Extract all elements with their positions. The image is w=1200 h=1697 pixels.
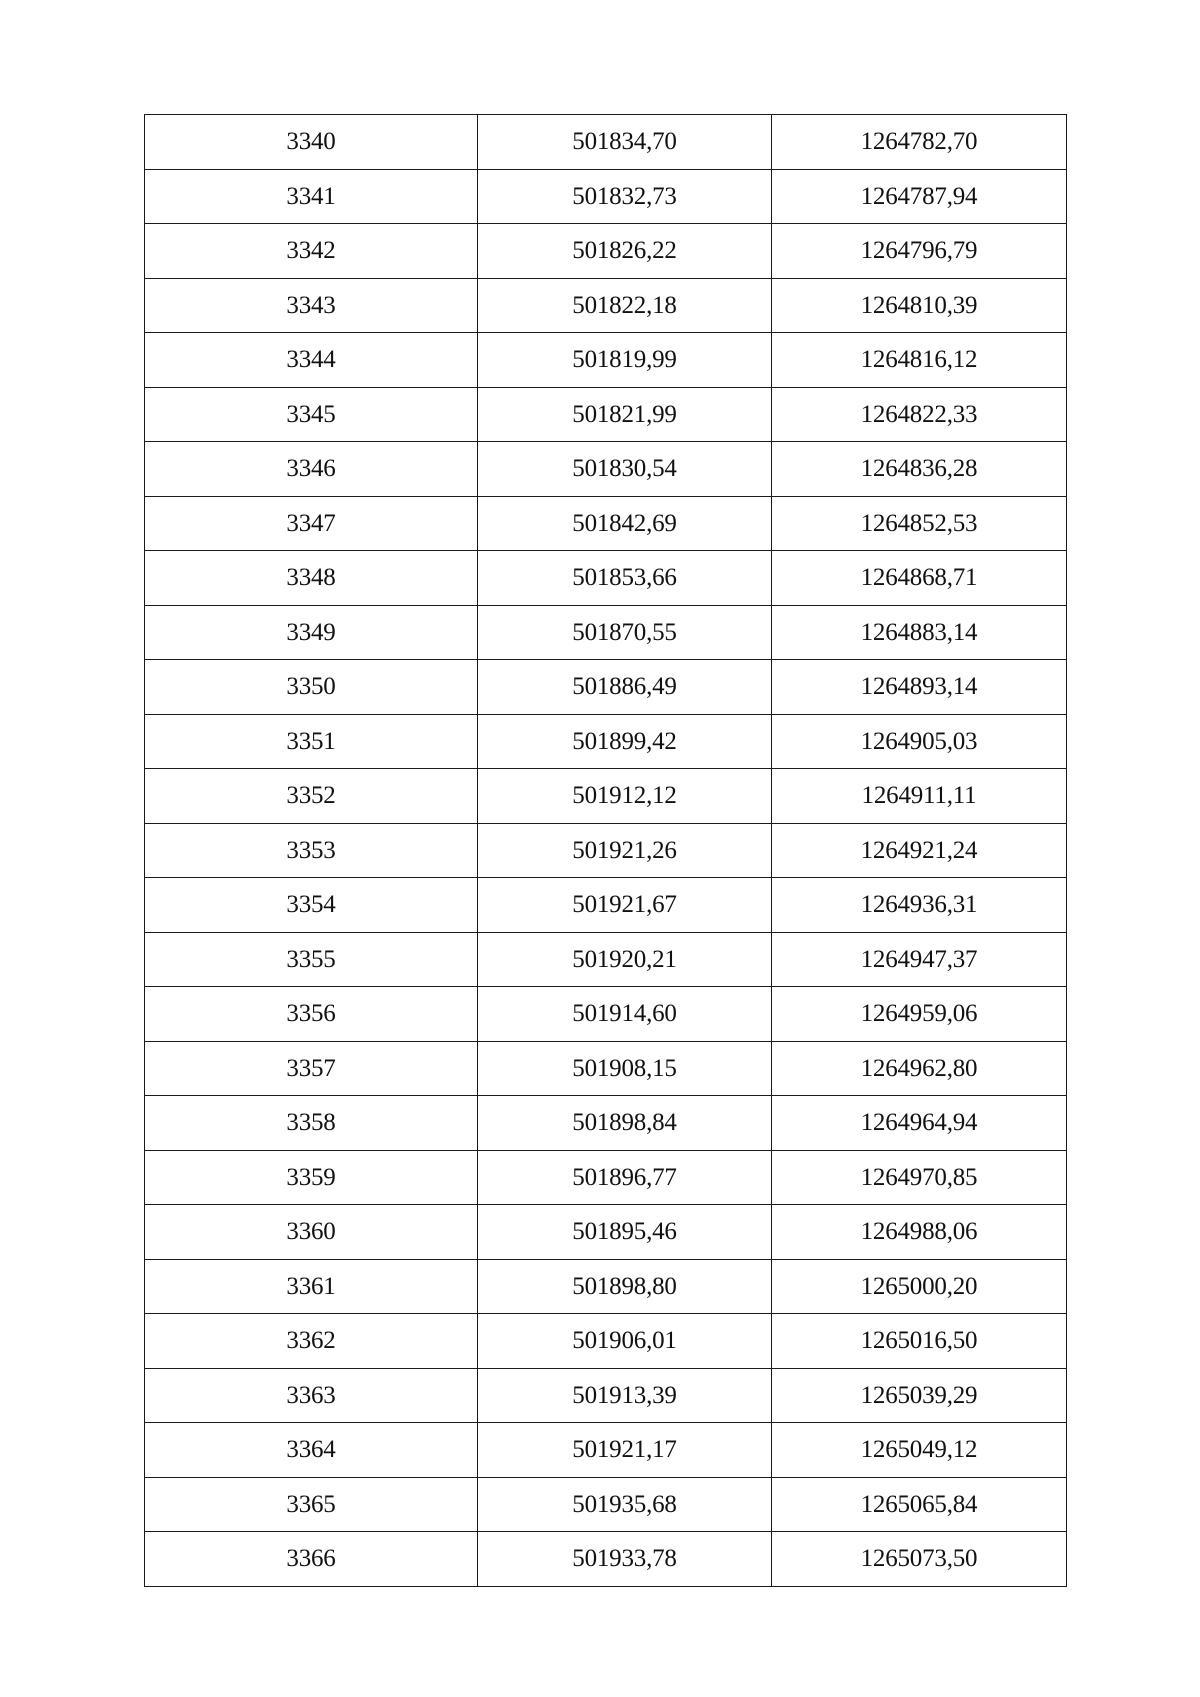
table-row [145, 714, 1067, 769]
x-coordinate-cell: 501832,73 [478, 169, 772, 224]
y-coordinate-cell: 1265016,50 [772, 1314, 1067, 1369]
x-coordinate-cell: 501898,80 [478, 1259, 772, 1314]
x-coordinate-cell: 501898,84 [478, 1096, 772, 1151]
table-row [145, 442, 1067, 497]
y-coordinate-cell: 1264988,06 [772, 1205, 1067, 1260]
table-row [145, 1314, 1067, 1369]
y-coordinate-cell: 1264911,11 [772, 769, 1067, 824]
y-coordinate-cell: 1264959,06 [772, 987, 1067, 1042]
x-coordinate-cell: 501908,15 [478, 1041, 772, 1096]
table-row [145, 987, 1067, 1042]
table-row [145, 1477, 1067, 1532]
y-coordinate-cell: 1264782,70 [772, 115, 1067, 170]
x-coordinate-cell: 501920,21 [478, 932, 772, 987]
y-coordinate-cell: 1264787,94 [772, 169, 1067, 224]
point-number-cell: 3351 [145, 714, 478, 769]
x-coordinate-cell: 501853,66 [478, 551, 772, 606]
point-number-cell: 3363 [145, 1368, 478, 1423]
x-coordinate-cell: 501899,42 [478, 714, 772, 769]
point-number-cell: 3366 [145, 1532, 478, 1587]
x-coordinate-cell: 501826,22 [478, 224, 772, 279]
table-row [145, 1423, 1067, 1478]
point-number-cell: 3355 [145, 932, 478, 987]
point-number-cell: 3353 [145, 823, 478, 878]
point-number-cell: 3350 [145, 660, 478, 715]
point-number-cell: 3345 [145, 387, 478, 442]
x-coordinate-cell: 501870,55 [478, 605, 772, 660]
table-row [145, 1041, 1067, 1096]
point-number-cell: 3361 [145, 1259, 478, 1314]
table-row [145, 605, 1067, 660]
point-number-cell: 3356 [145, 987, 478, 1042]
y-coordinate-cell: 1264836,28 [772, 442, 1067, 497]
table-row [145, 169, 1067, 224]
table-row [145, 660, 1067, 715]
point-number-cell: 3347 [145, 496, 478, 551]
point-number-cell: 3352 [145, 769, 478, 824]
x-coordinate-cell: 501842,69 [478, 496, 772, 551]
table-row [145, 551, 1067, 606]
point-number-cell: 3364 [145, 1423, 478, 1478]
x-coordinate-cell: 501819,99 [478, 333, 772, 388]
point-number-cell: 3354 [145, 878, 478, 933]
y-coordinate-cell: 1264970,85 [772, 1150, 1067, 1205]
table-row [145, 878, 1067, 933]
y-coordinate-cell: 1264816,12 [772, 333, 1067, 388]
table-row [145, 224, 1067, 279]
table-row [145, 115, 1067, 170]
y-coordinate-cell: 1265049,12 [772, 1423, 1067, 1478]
y-coordinate-cell: 1264947,37 [772, 932, 1067, 987]
table-row [145, 1532, 1067, 1587]
x-coordinate-cell: 501921,67 [478, 878, 772, 933]
y-coordinate-cell: 1264905,03 [772, 714, 1067, 769]
point-number-cell: 3343 [145, 278, 478, 333]
y-coordinate-cell: 1265065,84 [772, 1477, 1067, 1532]
y-coordinate-cell: 1264852,53 [772, 496, 1067, 551]
table-row [145, 1259, 1067, 1314]
x-coordinate-cell: 501921,17 [478, 1423, 772, 1478]
coordinates-table-body [145, 115, 1067, 1587]
y-coordinate-cell: 1264962,80 [772, 1041, 1067, 1096]
point-number-cell: 3358 [145, 1096, 478, 1151]
x-coordinate-cell: 501935,68 [478, 1477, 772, 1532]
table-row [145, 496, 1067, 551]
x-coordinate-cell: 501913,39 [478, 1368, 772, 1423]
table-row [145, 387, 1067, 442]
point-number-cell: 3344 [145, 333, 478, 388]
point-number-cell: 3349 [145, 605, 478, 660]
y-coordinate-cell: 1265073,50 [772, 1532, 1067, 1587]
table-row [145, 932, 1067, 987]
x-coordinate-cell: 501906,01 [478, 1314, 772, 1369]
y-coordinate-cell: 1264822,33 [772, 387, 1067, 442]
x-coordinate-cell: 501933,78 [478, 1532, 772, 1587]
x-coordinate-cell: 501821,99 [478, 387, 772, 442]
y-coordinate-cell: 1265000,20 [772, 1259, 1067, 1314]
table-row [145, 333, 1067, 388]
y-coordinate-cell: 1264921,24 [772, 823, 1067, 878]
x-coordinate-cell: 501834,70 [478, 115, 772, 170]
point-number-cell: 3365 [145, 1477, 478, 1532]
table-row [145, 1150, 1067, 1205]
table-row [145, 1368, 1067, 1423]
table-row [145, 823, 1067, 878]
point-number-cell: 3342 [145, 224, 478, 279]
x-coordinate-cell: 501914,60 [478, 987, 772, 1042]
x-coordinate-cell: 501912,12 [478, 769, 772, 824]
point-number-cell: 3340 [145, 115, 478, 170]
table-row [145, 1205, 1067, 1260]
point-number-cell: 3341 [145, 169, 478, 224]
y-coordinate-cell: 1264964,94 [772, 1096, 1067, 1151]
y-coordinate-cell: 1264810,39 [772, 278, 1067, 333]
y-coordinate-cell: 1264796,79 [772, 224, 1067, 279]
point-number-cell: 3357 [145, 1041, 478, 1096]
point-number-cell: 3362 [145, 1314, 478, 1369]
y-coordinate-cell: 1265039,29 [772, 1368, 1067, 1423]
point-number-cell: 3346 [145, 442, 478, 497]
x-coordinate-cell: 501830,54 [478, 442, 772, 497]
x-coordinate-cell: 501896,77 [478, 1150, 772, 1205]
table-row [145, 278, 1067, 333]
table-row [145, 769, 1067, 824]
y-coordinate-cell: 1264893,14 [772, 660, 1067, 715]
y-coordinate-cell: 1264883,14 [772, 605, 1067, 660]
coordinates-table [144, 114, 1067, 1587]
x-coordinate-cell: 501895,46 [478, 1205, 772, 1260]
point-number-cell: 3348 [145, 551, 478, 606]
x-coordinate-cell: 501822,18 [478, 278, 772, 333]
y-coordinate-cell: 1264936,31 [772, 878, 1067, 933]
y-coordinate-cell: 1264868,71 [772, 551, 1067, 606]
x-coordinate-cell: 501921,26 [478, 823, 772, 878]
table-row [145, 1096, 1067, 1151]
x-coordinate-cell: 501886,49 [478, 660, 772, 715]
point-number-cell: 3360 [145, 1205, 478, 1260]
point-number-cell: 3359 [145, 1150, 478, 1205]
